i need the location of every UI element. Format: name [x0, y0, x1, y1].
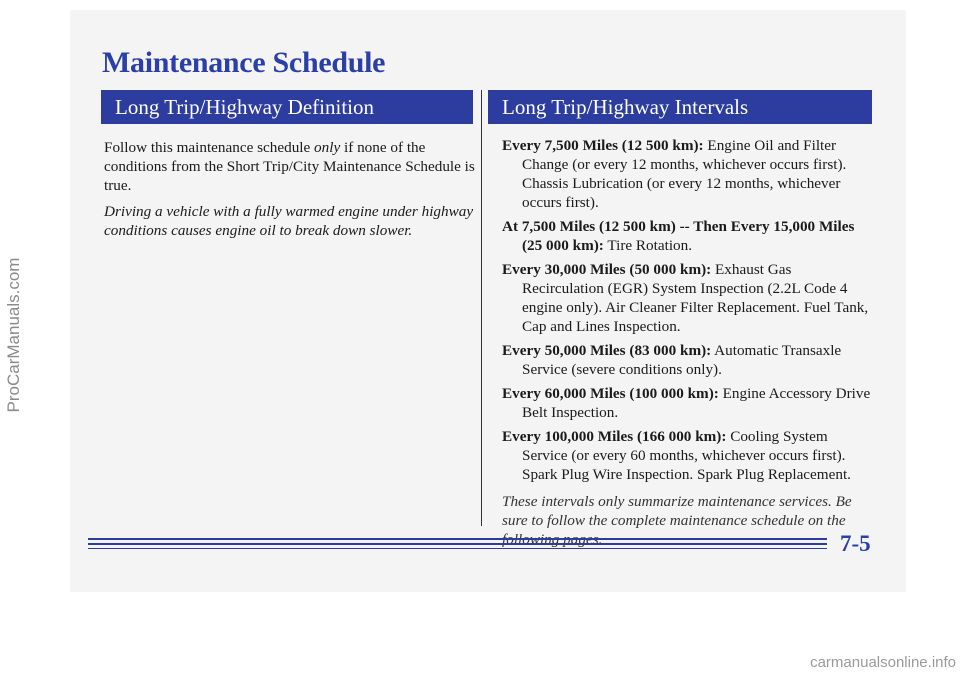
page-number: 7-5 — [840, 531, 871, 556]
interval-text: Exhaust Gas Recirculation (EGR) System Inspection (2.2L Code 4 engine only). Air Cleaner Filter Replacement. Fuel Tank, Cap and Lines Inspection. — [522, 261, 869, 335]
interval-label: At 7,500 Miles (12 500 km) -- Then Every 15,000 Miles (25 000 km): — [502, 218, 855, 254]
interval-text: Engine Oil and Filter Change (or every 12 months, whichever occurs first). Chassis Lubrication (or every 12 months, whichever occurs first). — [522, 137, 847, 211]
definition-text-start: Follow this maintenance schedule — [104, 139, 315, 156]
definition-column — [104, 138, 476, 247]
definition-text-end: if none of the conditions from the Short Trip/City Maintenance Schedule is true. — [104, 139, 475, 194]
footer-rule — [88, 548, 827, 549]
watermark-bottom: carmanualsonline.info — [810, 654, 956, 671]
watermark-left — [0, 200, 28, 470]
interval-entry — [502, 136, 874, 212]
interval-entry — [502, 427, 874, 484]
interval-entry — [502, 384, 874, 422]
interval-text: Cooling System Service (or every 60 months, whichever occurs first). Spark Plug Wire Inspection. Spark Plug Replacement. — [522, 428, 851, 483]
interval-label: Every 7,500 Miles (12 500 km): — [502, 137, 704, 154]
section-header-definition: Long Trip/Highway Definition — [101, 90, 473, 124]
footer-rule — [88, 543, 827, 545]
interval-entry — [502, 260, 874, 336]
watermark-left-text: ProCarManuals.com — [4, 257, 23, 413]
interval-text: Engine Accessory Drive Belt Inspection. — [522, 385, 871, 421]
column-divider — [481, 90, 482, 526]
interval-label: Every 30,000 Miles (50 000 km): — [502, 261, 712, 278]
interval-label: Every 100,000 Miles (166 000 km): — [502, 428, 727, 445]
definition-paragraph — [104, 138, 476, 195]
definition-note — [104, 202, 476, 240]
footer-rule — [88, 538, 827, 540]
interval-label: Every 60,000 Miles (100 000 km): — [502, 385, 719, 402]
section-header-intervals: Long Trip/Highway Intervals — [488, 90, 872, 124]
intervals-column — [502, 136, 874, 549]
interval-entry — [502, 217, 874, 255]
interval-entry — [502, 341, 874, 379]
interval-text: Automatic Transaxle Service (severe conditions only). — [522, 342, 842, 378]
interval-text: Tire Rotation. — [603, 237, 693, 254]
intervals-note: These intervals only summarize maintenance services. Be sure to follow the complete maintenance schedule on the — [502, 493, 852, 529]
page-title: Maintenance Schedule — [102, 46, 386, 79]
definition-emphasis: only — [314, 139, 341, 156]
definition-note-text: Driving a vehicle with a fully warmed engine under highway conditions causes engine oil to break down slower. — [104, 203, 474, 239]
interval-label: Every 50,000 Miles (83 000 km): — [502, 342, 712, 359]
